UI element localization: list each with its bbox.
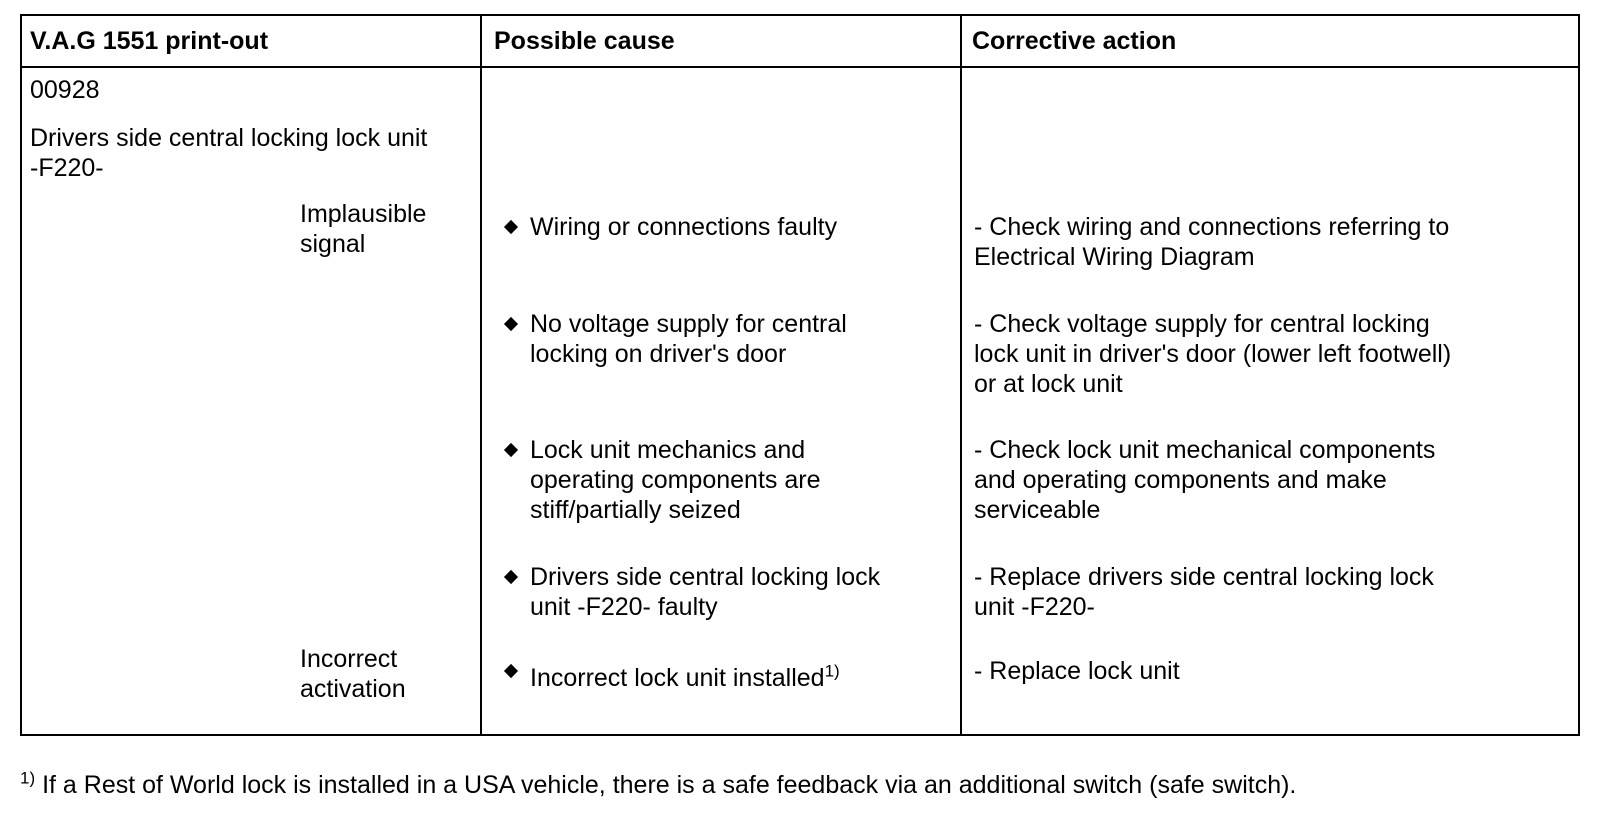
component-name-line2: -F220- — [30, 154, 104, 182]
footnote — [20, 770, 1296, 800]
action-text: - Check lock unit mechanical components — [974, 436, 1436, 464]
fault-code: 00928 — [30, 76, 100, 104]
footnote-text: If a Rest of World lock is installed in a USA vehicle, there is a safe feedback via an additional switch (safe switch). — [42, 771, 1297, 799]
action-text: lock unit in driver's door (lower left footwell) — [974, 340, 1452, 368]
cause-text: operating components are — [530, 466, 821, 494]
bullet-icon — [504, 664, 518, 678]
cause-text: No voltage supply for central — [530, 310, 847, 338]
footnote-reference: 1) — [824, 661, 840, 681]
action-text: - Replace lock unit — [974, 657, 1180, 685]
cause-text: locking on driver's door — [530, 340, 787, 368]
cause-text: Lock unit mechanics and — [530, 436, 806, 464]
cause-text — [530, 663, 840, 693]
bullet-icon — [504, 317, 518, 331]
footnote-marker: 1) — [20, 768, 36, 788]
cause-text-body: Incorrect lock unit installed — [530, 664, 825, 692]
action-text: and operating components and make — [974, 466, 1387, 494]
component-name-line1: Drivers side central locking lock unit — [30, 124, 428, 152]
action-text: Electrical Wiring Diagram — [974, 243, 1255, 271]
action-text: unit -F220- — [974, 593, 1095, 621]
condition-label: Implausible — [300, 200, 427, 228]
cause-text: Wiring or connections faulty — [530, 213, 838, 241]
cause-text: unit -F220- faulty — [530, 593, 718, 621]
header-printout: V.A.G 1551 print-out — [30, 27, 269, 55]
cause-text: stiff/partially seized — [530, 496, 741, 524]
condition-label: activation — [300, 675, 406, 703]
condition-label: Incorrect — [300, 645, 398, 673]
header-divider — [22, 66, 1578, 68]
header-possible-cause: Possible cause — [494, 27, 675, 55]
action-text: - Check voltage supply for central locking — [974, 310, 1430, 338]
fault-table — [20, 14, 1580, 736]
header-corrective-action: Corrective action — [972, 27, 1177, 55]
action-text: - Replace drivers side central locking lock — [974, 563, 1434, 591]
action-text: serviceable — [974, 496, 1101, 524]
bullet-icon — [504, 220, 518, 234]
condition-label: signal — [300, 230, 366, 258]
action-text: - Check wiring and connections referring to — [974, 213, 1450, 241]
bullet-icon — [504, 570, 518, 584]
bullet-icon — [504, 443, 518, 457]
column-divider — [480, 16, 482, 734]
cause-text: Drivers side central locking lock — [530, 563, 881, 591]
column-divider — [960, 16, 962, 734]
action-text: or at lock unit — [974, 370, 1123, 398]
